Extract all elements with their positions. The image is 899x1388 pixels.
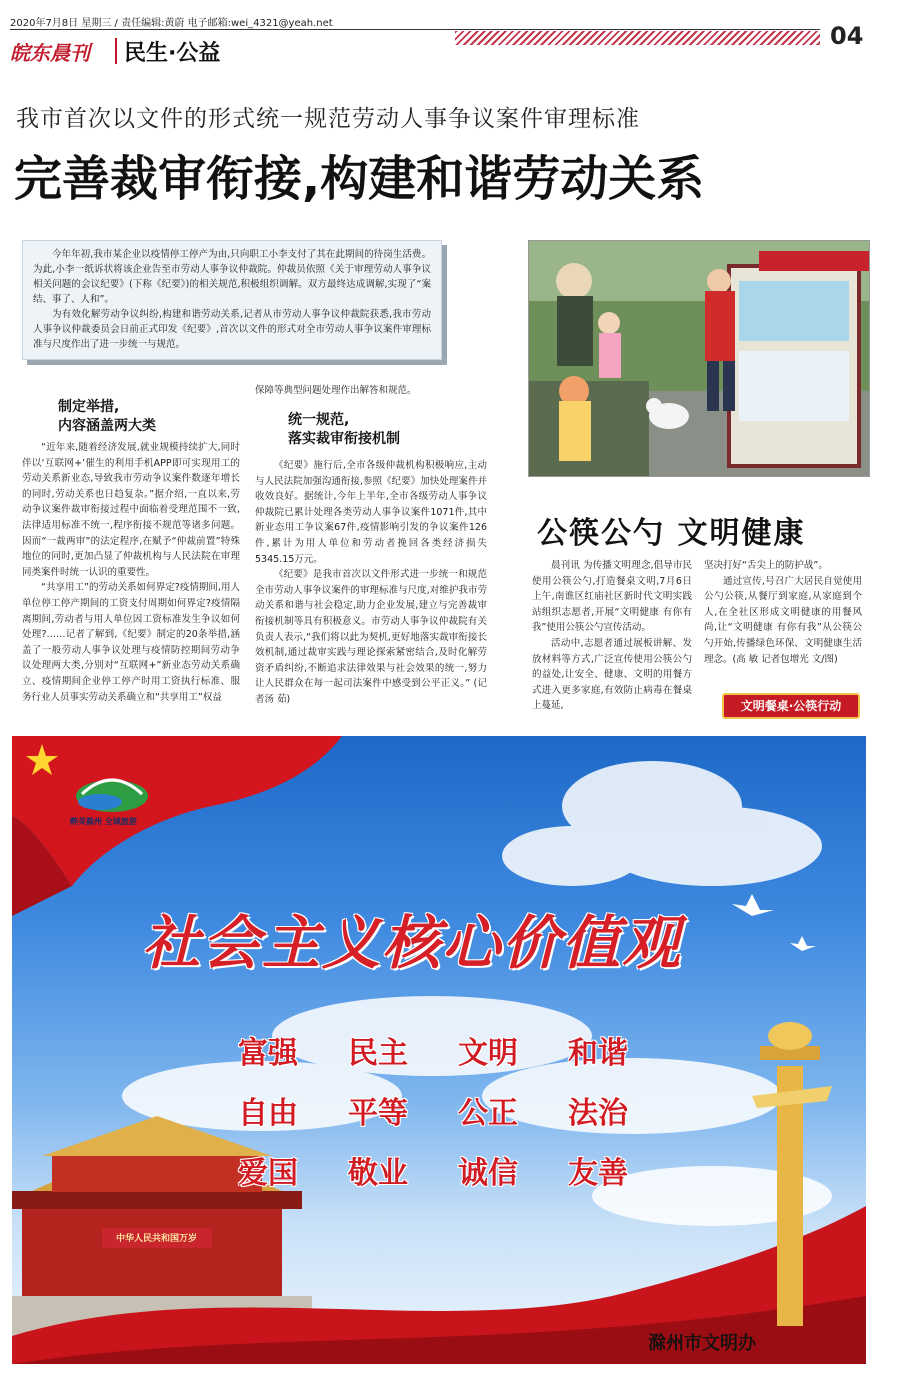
body-paragraph: 《纪要》施行后,全市各级仲裁机构积极响应,主动与人民法院加强沟通衔接,参照《纪要》加快处理案件并收效良好。据统计,今年上半年,全市各级劳动人事争议仲裁院已累计处理各类劳动人事争议案件1071件,其中新业态用工争议案67件,疫情影响引发的争议案件126件,累计为用人单位和劳动者挽回各类经济损失5345.15万元。 [255,460,487,565]
subheading-line: 制定举措, [58,399,120,415]
section-title: 民生·公益 [124,41,221,66]
article-headline: 完善裁审衔接,构建和谐劳动关系 [14,151,705,207]
body-paragraph: “近年来,随着经济发展,就业规模持续扩大,同时伴以‘互联网+’催生的利用手机APP即可实现用工的劳动关系新业态,导致我市劳动争议案件数逐年增长的同时,劳动关系也日趋复杂。”据介绍,一直以来,劳动争议案件裁审衔接过程中面临着受理范围不一致,法律适用标准不统一,程序衔接不规范等诸多问题。因而“一裁两审”的法定程序,在赋予“仲裁前置”特殊地位的同时,更加凸显了仲裁机构与人民法院在审理同类案件时统一认识的重要性。 [22,442,240,578]
body-paragraph: 《纪要》是我市首次以文件形式进一步统一和规范全市劳动人事争议案件的审理标准与尺度,对维护我市劳动关系和谐与社会稳定,助力企业发展,建立与完善裁审衔接机制等具有积极意义。市劳动人事争议仲裁院有关负责人表示,“我们将以此为契机,更好地落实裁审衔接长效机制,通过裁审实践与理论探索紧密结合,及时化解劳资矛盾纠纷,不断追求法律效果与社会效果的统一,努力让人民群众在每一起司法案件中感受到公平正义。” (记者汤 茹) [255,569,487,705]
core-value-word: 平等 [348,1096,408,1131]
dove-group [732,894,816,951]
article2-column-1 [532,558,692,714]
subheading-line: 内容涵盖两大类 [58,418,156,434]
poster-sponsor: 滁州市文明办 [648,1333,756,1354]
article1-column-2 [255,458,487,708]
subheading-line: 统一规范, [288,412,350,428]
body-paragraph: 晨刊讯 为传播文明理念,倡导市民使用公筷公勺,打造餐桌文明,7月6日上午,南谯区红庙社区新时代文明实践站组织志愿者,开展“文明健康 有你有我”使用公筷公勺宣传活动。 [532,560,692,634]
poster-logo-text: 醉美滁州 全域旅游 [70,817,137,826]
core-value-word: 民主 [348,1036,408,1071]
article-lead-box [22,240,442,360]
core-value-word: 法治 [568,1096,628,1131]
core-value-word: 自由 [238,1096,298,1131]
body-paragraph: 通过宣传,号召广大居民自觉使用公勺公筷,从餐厅到家庭,从家庭到个人,在全社区形成文明健康的用餐风尚,让“文明健康 有你有我”从公筷公勺开始,传播绿色环保、文明健康生活理念。(高 敏 记者包增光 文/图) [704,575,862,665]
core-value-word: 富强 [238,1036,298,1071]
poster-artwork [12,736,866,1364]
article1-column-1 [22,440,240,705]
gate-sign: 中华人民共和国万岁 [116,1234,198,1244]
lead-paragraph: 为有效化解劳动争议纠纷,构建和谐劳动关系,记者从市劳动人事争议仲裁院获悉,我市劳动人事争议仲裁委员会日前正式印发《纪要》,首次以文件的形式对全市劳动人事争议案件审理标准与尺度作出了进一步统一与规范。 [33,309,431,350]
header-rule [10,29,820,30]
article2-title: 公筷公勺 文明健康 [537,516,806,551]
article2-column-2 [704,558,862,667]
article-kicker: 我市首次以文件的形式统一规范劳动人事争议案件审理标准 [16,106,640,132]
core-value-word: 敬业 [348,1156,408,1191]
body-paragraph: “共享用工”的劳动关系如何界定?疫情期间,用人单位停工停产期间的工资支付周期如何界定?疫情隔离期间,劳动者与用人单位因工资标准发生争议如何处理?……记者了解到,《纪要》制定的20条举措,涵盖了一般劳动人事争议处理与疫情防控期间劳动争议处理两大类,分别对“互联网+”新业态劳动关系确立、疫情期间企业停工停产时用工资执行标准、服务行业人员事实劳动关系确立和“共享用工”权益 [22,582,240,703]
header-meta: 2020年7月8日 星期三 / 责任编辑:黄蔚 电子邮箱:wei_4321@yeah.net [10,18,333,29]
body-paragraph: 坚决打好“舌尖上的防护战”。 [704,560,828,571]
news-photo [528,240,870,477]
body-paragraph: 活动中,志愿者通过展板讲解、发放材料等方式,广泛宣传使用公筷公勺的益处,让安全、健康、文明的用餐方式进入更多家庭,有效防止病毒在餐桌上蔓延, [532,637,692,712]
core-value-word: 文明 [458,1036,518,1071]
core-value-word: 爱国 [238,1156,298,1191]
subheading-1 [58,398,156,436]
brand-separator [115,38,117,64]
body-paragraph: 保障等典型问题处理作出解答和规范。 [255,385,417,396]
core-values-poster [12,736,866,1364]
core-value-word: 公正 [458,1096,518,1131]
newspaper-brand: 皖东晨刊 [10,41,90,65]
campaign-badge: 文明餐桌·公筷行动 [722,693,860,719]
core-value-word: 和谐 [568,1036,628,1071]
core-value-word: 友善 [568,1156,628,1191]
photo-illustration [529,241,869,476]
core-value-word: 诚信 [458,1156,518,1191]
subheading-line: 落实裁审衔接机制 [288,431,400,447]
subheading-2 [288,411,400,449]
header-hatch-band [455,31,820,45]
poster-logo-mark [76,780,148,812]
lead-paragraph: 今年年初,我市某企业以疫情停工停产为由,只向职工小李支付了其在此期间的待岗生活费。为此,小李一纸诉状将该企业告至市劳动人事争议仲裁院。仲裁员依照《关于审理劳动人事争议相关问题的会议纪要》(下称《纪要》)的相关规范,积极组织调解。双方最终达成调解,实现了“案结、事了、人和”。 [33,249,431,305]
page-number: 04 [830,22,864,50]
article1-column-2-top [255,383,487,399]
core-values-title: 社会主义核心价值观 [142,909,683,977]
